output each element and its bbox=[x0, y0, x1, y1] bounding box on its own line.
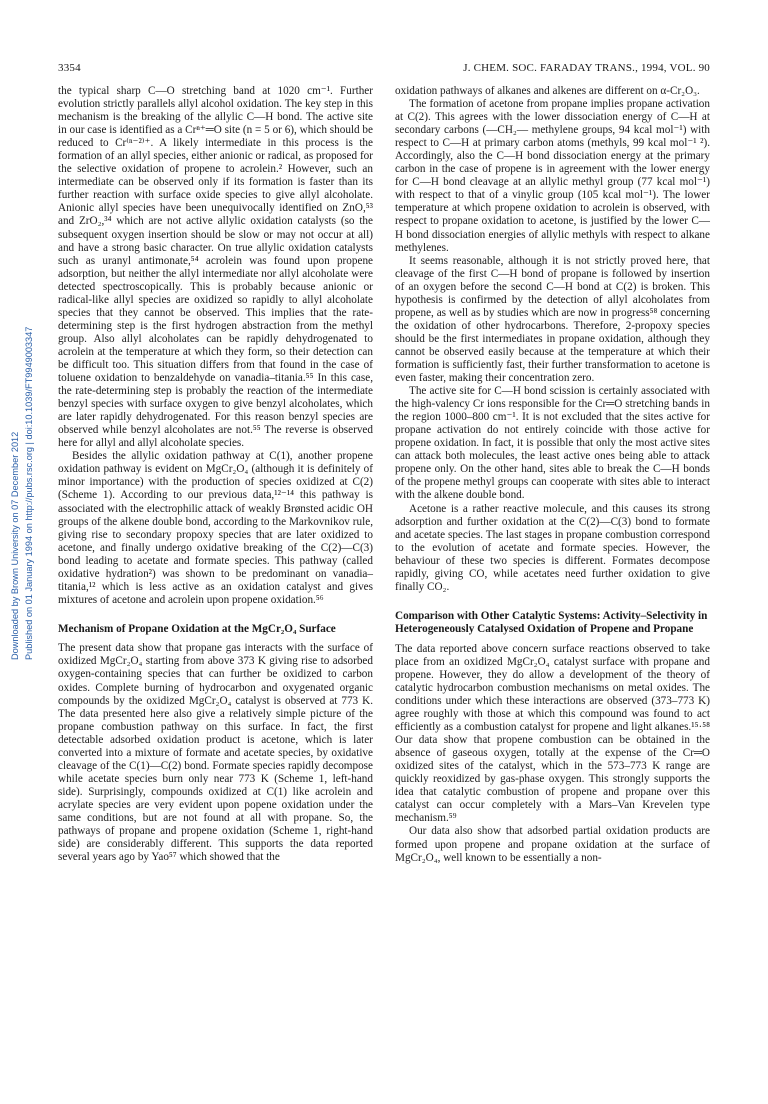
left-column bbox=[58, 85, 373, 864]
downloaded-notice[interactable]: Downloaded by Brown University on 07 December 2012 bbox=[10, 431, 20, 660]
left-paragraph-1: the typical sharp C—O stretching band at 1020 cm⁻¹. Further evolution strictly parallels allyl alcohol oxidation. The key step in this mechanism is the breaking of the allylic C—H bond. The active site in our case is identified as a Crⁿ⁺═O site (n = 5 or 6), which should be reduced to Cr⁽ⁿ⁻²⁾⁺. A likely intermediate in this process is the formation of an allyl species, either anionic or radical, as proposed for the selective oxidation of propene to acrolein.² However, such an intermediate can be observed only if its formation is faster than its further reaction with surface oxide species to give allyl alcoholate. Anionic allyl species have been unequivocally identified on ZnO,⁵³ and ZrO₂,³⁴ which are not active allylic oxidation catalysts (so the subsequent oxygen insertion should be slow or may not occur at all) and have a strong basic character. On true allylic oxidation catalysts such as uranyl antimonate,⁵⁴ acrolein was found upon propene adsorption, but neither the allyl intermediate nor allyl alcoholate were detected spectroscopically. This is probably because anionic or radical-like allyl species are oxidized so rapidly to allyl alcoholate species that they cannot be observed. This implies that the rate-determining step is the first hydrogen abstraction from the methyl group. Also allyl alcoholates can be rapidly dehydrogenated to acrolein at the temperature at which they form, so their detection can be difficult too. This situation differs from that found in the case of toluene oxidation to benzaldehyde on vanadia–titania.⁵⁵ In this case, the rate-determining step is probably the reaction of the intermediate benzyl species with surface oxygen to give benzyl alcoholates, which are later rapidly dehydrogenated. For this reason benzyl species are observed while benzyl alcoholates are not.⁵⁵ The reverse is observed here for allyl and allyl alcoholate species. bbox=[58, 85, 373, 450]
section-heading-propane-mechanism: Mechanism of Propane Oxidation at the MgCr₂O₄ Surface bbox=[58, 622, 336, 635]
left-paragraph-3: The present data show that propane gas interacts with the surface of oxidized MgCr₂O₄ starting from above 373 K giving rise to adsorbed oxygen-containing species that can further be oxidized to carbon oxides. Complete burning of hydrocarbon and oxygenated organic compounds by the oxidized MgCr₂O₄ catalyst is observed at 773 K. The data presented here also give a relatively simple picture of the propane combustion pathway on this surface. In fact, the first detectable adsorbed oxidation product is acetone, which is later converted into a mixture of formate and acetate species, by oxidative cleavage of the C(1)—C(2) bond. Formate species rapidly decompose while acetate species burn only near 773 K (Scheme 1, left-hand side). Surprisingly, compounds oxidized at C(1) like acrolein and acrylate species are very evident upon popene oxidation under the same conditions, but are not found at all with propane. So, the pathways of propane and propene oxidation (Scheme 1, right-hand side) are considerably different. This supports the data reported several years ago by Yao⁵⁷ which showed that the bbox=[58, 642, 373, 864]
right-paragraph-5: Acetone is a rather reactive molecule, and this causes its strong adsorption and further oxidation at the C(2)—C(3) bond to formate and acetate species. The last stages in propane combustion correspond to the evolution of acetate and formate species. However, the behaviour of these two species is different. Formates decompose rapidly, giving CO, while acetates need further oxidation to give finally CO₂. bbox=[395, 502, 710, 593]
right-paragraph-6: The data reported above concern surface reactions observed to take place from an oxidized MgCr₂O₄ catalyst surface with propane and propene. However, they do allow a development of the theory of catalytic hydrocarbon combustion mechanisms on metal oxides. The conditions under which these interactions are observed (373–773 K) agree roughly with those at which this compound was found to act efficiently as a combustion catalyst for propene and light alkanes.¹⁵·⁵⁸ Our data show that propene combustion can be obtained in the absence of gaseous oxygen, totally at the expense of the Cr═O oxidized sites of the catalyst, which in the 573–773 K range are quickly reoxidized by gas-phase oxygen. This strongly supports the idea that catalytic combustion of propene and propane over this catalyst can occur completely with a Mars–Van Krevelen type mechanism.⁵⁹ bbox=[395, 642, 710, 825]
right-paragraph-1: oxidation pathways of alkanes and alkenes are different on α-Cr₂O₃. bbox=[395, 85, 700, 97]
right-paragraph-4: The active site for C—H bond scission is certainly associated with the high-valency Cr ions responsible for the Cr═O stretching bands in the region 1000–800 cm⁻¹. It is not excluded that the sites active for propane activation do not entirely coincide with those active for propene oxidation. In fact, it is possible that only the most active sites can attack both molecules, the least active ones being able to attack propene only. On the other hand, sites able to break the C—H bonds of the propene methyl groups can cooperate with sites able to interact with the alkene double bond. bbox=[395, 385, 710, 502]
right-paragraph-7: Our data also show that adsorbed partial oxidation products are formed upon propene and propane oxidation at the surface of MgCr₂O₄, well known to be essentially a non- bbox=[395, 825, 710, 864]
download-sidebar bbox=[8, 100, 44, 660]
right-paragraph-2: The formation of acetone from propane implies propane activation at C(2). This agrees with the lower dissociation energy of C—H at secondary carbons (—CH₂— methylene groups, 94 kcal mol⁻¹) with respect to C—H at primary carbon atoms (methyls, 99 kcal mol⁻¹ ²). Accordingly, also the C—H bond dissociation energy at the primary carbon in the case of propene is in agreement with the lower energy for C—H bond cleavage at an allylic methyl group (77 kcal mol⁻¹) with respect to that of a vinylic group (105 kcal mol⁻¹). The lower temperature at which propene oxidation to acrolein is observed, with respect to propane oxidation to acetone, is justified by the lower C—H bond dissociation energies of allylic methyls with respect to alkane methylenes. bbox=[395, 98, 710, 254]
section-heading-comparison: Comparison with Other Catalytic Systems: Activity–Selectivity in Heterogeneously Catalysed Oxidation of Propene and Propane bbox=[395, 609, 708, 636]
published-notice[interactable]: Published on 01 January 1994 on http://pubs.rsc.org | doi:10.1039/FT9949003347 bbox=[24, 326, 34, 660]
right-paragraph-3: It seems reasonable, although it is not strictly proved here, that cleavage of the first C—H bond of propane is followed by insertion of an oxygen before the second C—H bond at C(2) is broken. This hypothesis is confirmed by the detection of allyl alcoholates from propene, as well as by studies which are now in progress⁵⁸ concerning the oxidation of other hydrocarbons. Therefore, 2-propoxy species should be the first intermediates in propane oxidation, although they cannot be observed easily because at the temperature at which their formation is sufficiently fast, their further transformation to acetone is even faster, making their concentration zero. bbox=[395, 254, 710, 385]
journal-header: J. CHEM. SOC. FARADAY TRANS., 1994, VOL. 90 bbox=[463, 62, 710, 74]
right-column bbox=[395, 85, 710, 865]
page-number: 3354 bbox=[58, 62, 81, 74]
left-paragraph-2: Besides the allylic oxidation pathway at C(1), another propene oxidation pathway is evident on MgCr₂O₄ (although it is definitely of minor importance) with the production of species oxidized at C(2) (Scheme 1). According to our previous data,¹²⁻¹⁴ this pathway is associated with the electrophilic attack of weakly Brønsted acidic OH groups of the alkene double bond, according to the Markovnikov rule, giving rise to secondary propoxy species that are later oxidized to acetone, and finally undergo oxidative breaking of the C(2)—C(3) bond leading to acetate and formate species. This pathway (called oxidative hydration²) was shown to be predominant on vanadia–titania,¹² which is less active as an oxidation catalyst and gives mixtures of acetone and acrolein upon propene oxidation.⁵⁶ bbox=[58, 450, 373, 606]
